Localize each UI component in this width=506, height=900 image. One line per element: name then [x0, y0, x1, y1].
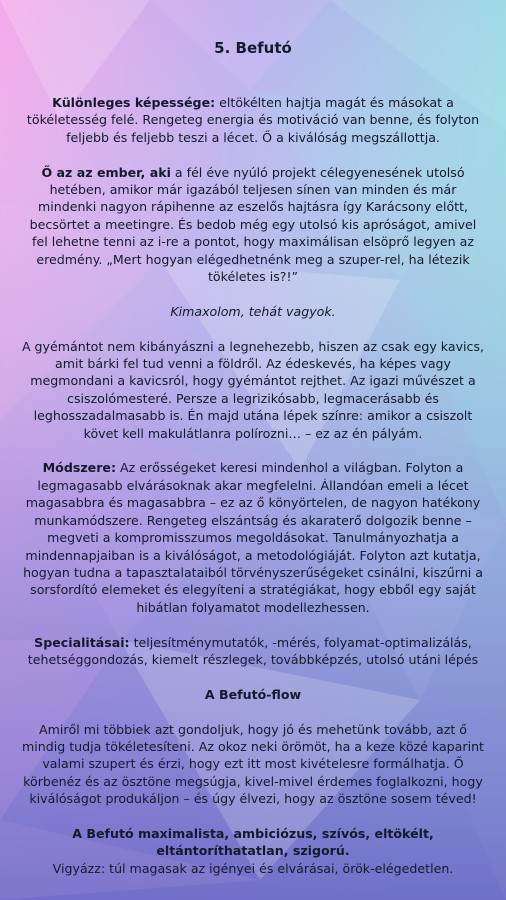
summary-bold: A Befutó maximalista, ambiciózus, szívós, eltökélt, eltántoríthatatlan, szigorú. [72, 825, 434, 859]
paragraph-the-person [20, 164, 486, 286]
document-body [20, 38, 486, 877]
paragraph-special-ability [20, 94, 486, 146]
motto: Kimaxolom, tehát vagyok. [170, 303, 336, 319]
paragraph-specialties [20, 634, 486, 669]
summary-warning: Vigyázz: túl magasak az igényei és elvárásai, örök-elégedetlen. [52, 860, 454, 876]
the-person-label: Ő az az ember, aki [41, 164, 171, 180]
method-text: Az erősségeket keresi mindenhol a világban. Folyton a legmagasabb elvárásoknak akar megfelelni. Állandóan emeli a lécet magasabbra és magasabbra – ez az ő könyörtelen, de nagyon hatékony munkamódszere. Rengeteg elszántság és akaraterő dolgozik benne – megveti a kompromisszumos megoldásokat. Tanulmányozhatja a mindennapjaiban is a kiválóságot, a metodológiáját. Folyton azt kutatja, hogyan tudna a tapasztalataiból törvényszerűségeket csinálni, kiszűrni a sorsfordító elemeket és elegyíteni a stratégiákat, hogy ebből egy saját hibátlan folyamatot modellezhessen. [23, 460, 483, 615]
paragraph-diamond: A gyémántot nem kibányászni a legnehezebb, hiszen az csak egy kavics, amit bárki fel tud venni a földről. Az édeskevés, ha képes vagy megmondani a kavicsról, hogy gyémántot rejthet. Az igazi művészet a csiszolómesteré. Persze a legrizikósabb, legmacerásabb és leghosszadalmasabb is. Én majd utána lépek színre: amikor a csiszolt követ kell makulátlanra polírozni… – ez az én pályám. [21, 338, 485, 441]
paragraph-method [20, 459, 486, 616]
special-ability-label: Különleges képessége: [52, 95, 216, 110]
page-title: 5. Befutó [214, 39, 292, 57]
method-label: Módszere: [42, 460, 116, 476]
flow-heading: A Befutó-flow [204, 686, 302, 702]
paragraph-flow: Amiről mi többiek azt gondoljuk, hogy jó és mehetünk tovább, azt ő mindig tudja tökéletesíteni. Az okoz neki örömöt, ha a keze közé kaparint valami szupert és érzi, hogy ezt itt most kivételesre formálhatja. Ő körbenéz és az ösztöne megsúgja, kivel-mivel érdemes foglalkozni, hogy kiválóságot produkáljon – és úgy élvezi, hogy az ösztöne sosem téved! [21, 721, 484, 807]
special-ability-text: eltökélten hajtja magát és másokat a tökéletesség felé. Rengeteg energia és motiváció van benne, és folyton feljebb és feljebb teszi a lécet. Ő a kiválóság megszállottja. [26, 95, 480, 145]
paragraph-summary [20, 825, 486, 877]
specialties-label: Specialitásai: [34, 634, 130, 650]
specialties-text: teljesítménymutatók, -mérés, folyamat-optimalizálás, tehetséggondozás, kiemelt részlegek, továbbképzés, utolsó utáni lépés [27, 634, 479, 667]
the-person-text: a fél éve nyúló projekt célegyenesének utolsó hetében, amikor már igazából teljesen sínen van minden és már mindenki nagyon rápihenne az eszelős hajtásra így Karácsony előtt, becsörtet a meetingre. És bedob még egy utolsó kis apróságot, amivel fel lehetne tenni az i-re a pontot, hogy maximálisan elsöprő legyen az eredmény. „Mert hogyan elégedhetnénk meg a szuper-rel, ha létezik tökéletes is?!” [29, 164, 477, 285]
